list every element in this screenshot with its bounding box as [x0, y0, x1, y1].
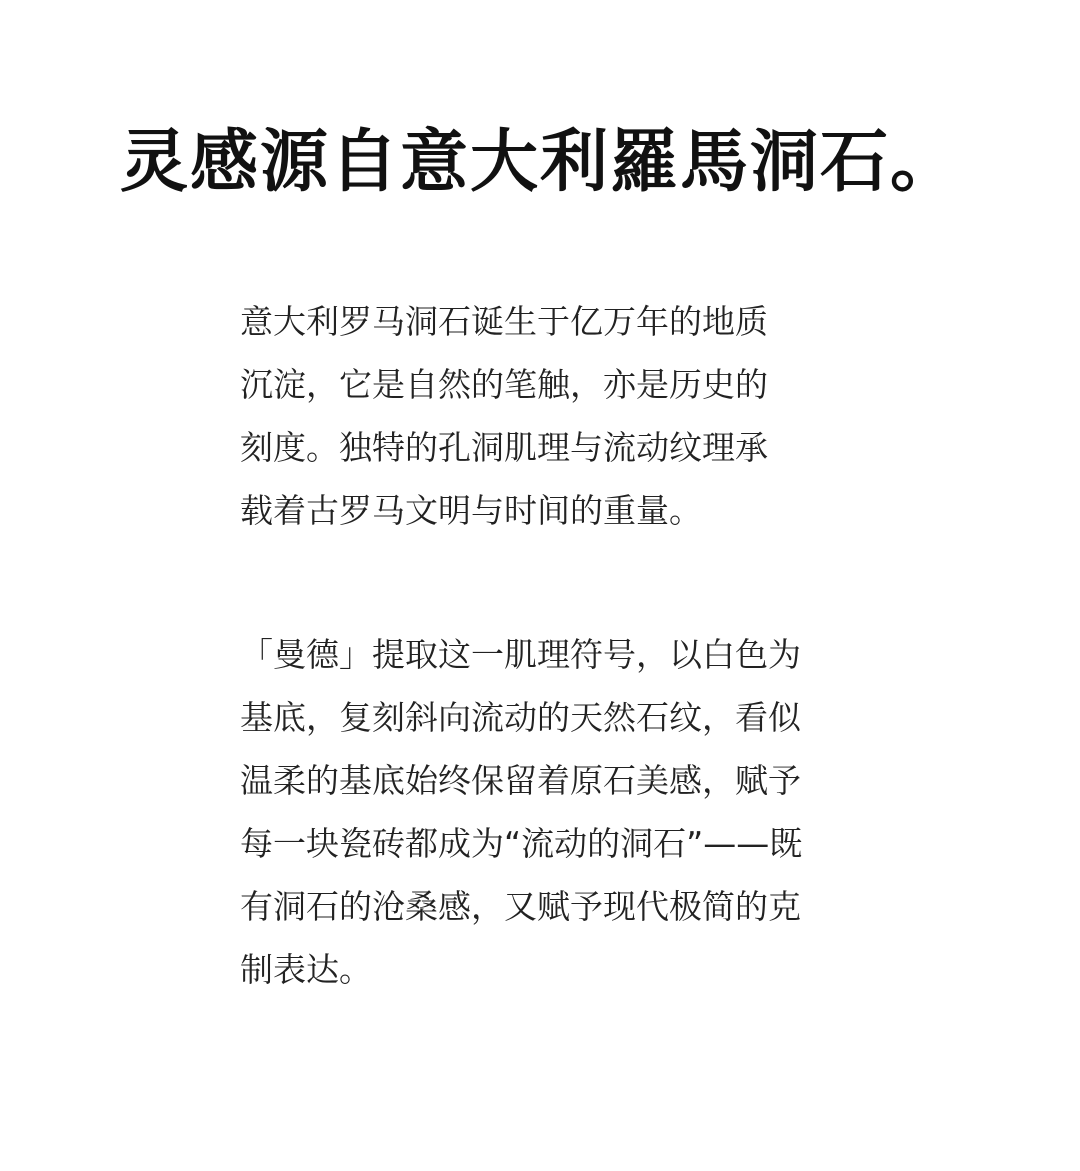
- paragraph-line: 有洞石的沧桑感，又赋予现代极简的克: [240, 887, 801, 926]
- paragraph-2: [240, 623, 840, 1001]
- paragraph-line: 刻度。独特的孔洞肌理与流动纹理承: [240, 428, 768, 467]
- paragraph-line: 制表达。: [240, 950, 372, 989]
- paragraph-line: 意大利罗马洞石诞生于亿万年的地质: [240, 302, 768, 341]
- paragraph-line: 「曼德」提取这一肌理符号，以白色为: [240, 635, 801, 674]
- paragraph-1: [240, 290, 840, 542]
- page-title: 灵感源自意大利羅馬洞石。: [119, 122, 960, 202]
- paragraph-line: 温柔的基底始终保留着原石美感，赋予: [240, 761, 801, 800]
- paragraph-line: 每一块瓷砖都成为“流动的洞石”——既: [240, 824, 803, 863]
- paragraph-text: [240, 290, 840, 542]
- paragraph-text: [240, 623, 840, 1001]
- paragraph-line: 基底，复刻斜向流动的天然石纹，看似: [240, 698, 801, 737]
- paragraph-line: 沉淀，它是自然的笔触，亦是历史的: [240, 365, 768, 404]
- paragraph-line: 载着古罗马文明与时间的重量。: [240, 491, 702, 530]
